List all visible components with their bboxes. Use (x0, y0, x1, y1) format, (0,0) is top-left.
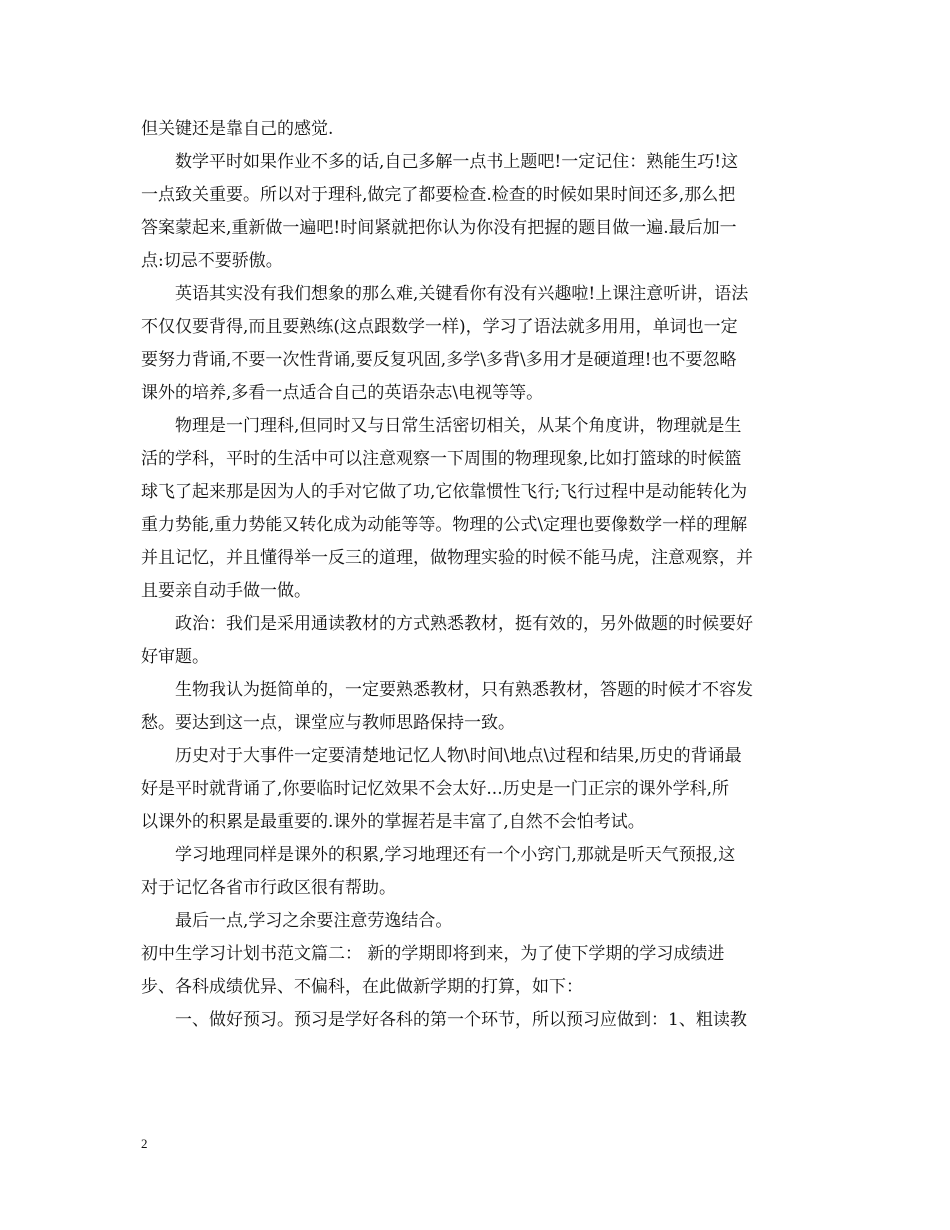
text-line: 好审题。 (141, 647, 209, 667)
text-line: 一、做好预习。预习是学好各科的第一个环节，所以预习应做到：1、粗读教 (175, 1010, 747, 1030)
text-line: 但关键还是靠自己的感觉. (141, 119, 334, 139)
text-line: 英语其实没有我们想象的那么难,关键看你有没有兴趣啦!上课注意听讲，语法 (175, 284, 749, 304)
text-line: 对于记忆各省市行政区很有帮助。 (141, 878, 396, 898)
text-line: 物理是一门理科,但同时又与日常生活密切相关，从某个角度讲，物理就是生 (175, 416, 742, 436)
text-line: 历史对于大事件一定要清楚地记忆人物\时间\地点\过程和结果,历史的背诵最 (175, 746, 742, 766)
text-line: 课外的培养,多看一点适合自己的英语杂志\电视等等。 (141, 383, 544, 403)
text-line: 并且记忆，并且懂得举一反三的道理，做物理实验的时候不能马虎，注意观察，并 (141, 548, 753, 568)
text-line: 一点致关重要。所以对于理科,做完了都要检查.检查的时候如果时间还多,那么把 (141, 185, 736, 205)
text-line: 愁。要达到这一点，课堂应与教师思路保持一致。 (141, 713, 515, 733)
text-line: 重力势能,重力势能又转化成为动能等等。物理的公式\定理也要像数学一样的理解 (141, 515, 748, 535)
text-line: 不仅仅要背得,而且要熟练(这点跟数学一样)，学习了语法就多用用，单词也一定 (141, 317, 738, 337)
text-line: 数学平时如果作业不多的话,自己多解一点书上题吧!一定记住：熟能生巧!这 (175, 152, 739, 172)
page-number: 2 (141, 1136, 148, 1151)
text-line: 球飞了起来那是因为人的手对它做了功,它依靠惯性飞行;飞行过程中是动能转化为 (141, 482, 748, 502)
text-line: 初中生学习计划书范文篇二： 新的学期即将到来，为了使下学期的学习成绩进 (141, 944, 725, 964)
text-line: 活的学科，平时的生活中可以注意观察一下周围的物理现象,比如打篮球的时候篮 (141, 449, 742, 469)
text-line: 点:切忌不要骄傲。 (141, 251, 283, 271)
text-line: 步、各科成绩优异、不偏科，在此做新学期的打算，如下： (141, 977, 583, 997)
text-line: 生物我认为挺简单的，一定要熟悉教材，只有熟悉教材，答题的时候才不容发 (175, 680, 753, 700)
text-line: 答案蒙起来,重新做一遍吧!时间紧就把你认为你没有把握的题目做一遍.最后加一 (141, 218, 737, 238)
text-line: 好是平时就背诵了,你要临时记忆效果不会太好...历史是一门正宗的课外学科,所 (141, 779, 730, 799)
text-line: 最后一点,学习之余要注意劳逸结合。 (175, 911, 453, 931)
text-line: 且要亲自动手做一做。 (141, 581, 311, 601)
document-body (141, 113, 809, 1037)
text-line: 学习地理同样是课外的积累,学习地理还有一个小窍门,那就是听天气预报,这 (175, 845, 736, 865)
text-line: 要努力背诵,不要一次性背诵,要反复巩固,多学\多背\多用才是硬道理!也不要忽略 (141, 350, 737, 370)
text-line: 政治：我们是采用通读教材的方式熟悉教材，挺有效的，另外做题的时候要好 (175, 614, 753, 634)
text-line: 以课外的积累是最重要的.课外的掌握若是丰富了,自然不会怕考试。 (141, 812, 645, 832)
